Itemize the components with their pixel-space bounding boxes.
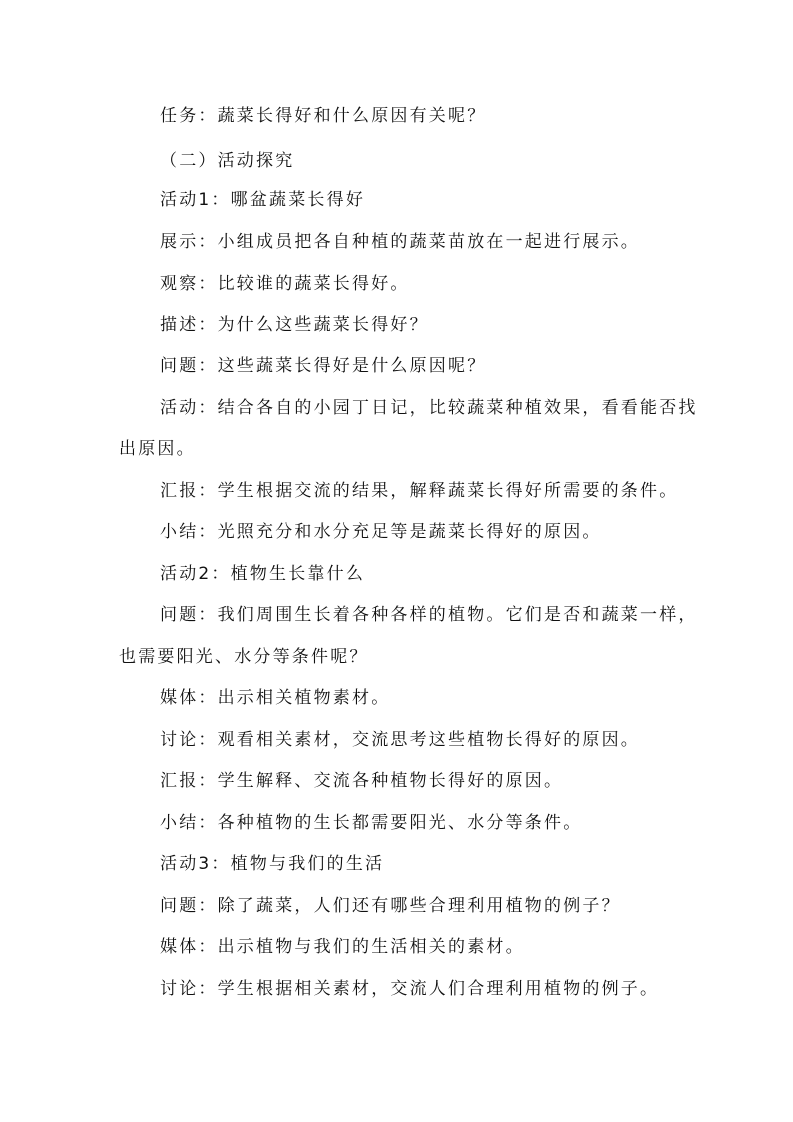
section-heading: （二）活动探究 [160,151,295,171]
summary-line-2: 小结：各种植物的生长都需要阳光、水分等条件。 [160,813,583,833]
activity-line: 活动：结合各自的小园丁日记，比较蔬菜种植效果，看看能否找 [160,398,698,418]
task-line: 任务：蔬菜长得好和什么原因有关呢？ [160,106,487,126]
describe-line: 描述：为什么这些蔬菜长得好？ [160,315,429,335]
question-line: 问题：这些蔬菜长得好是什么原因呢？ [160,356,487,376]
discussion-line-2: 讨论：学生根据相关素材，交流人们合理利用植物的例子。 [160,979,660,999]
report-line-2: 汇报：学生解释、交流各种植物长得好的原因。 [160,771,564,791]
media-line: 媒体：出示相关植物素材。 [160,688,391,708]
question-line-3: 问题：除了蔬菜，人们还有哪些合理利用植物的例子？ [160,896,621,916]
activity-2-heading: 活动2：植物生长靠什么 [160,564,366,584]
question-line-2-continued: 也需要阳光、水分等条件呢？ [119,647,369,667]
activity-line-continued: 出原因。 [119,439,196,459]
activity-3-heading: 活动3：植物与我们的生活 [160,854,385,874]
activity-1-heading: 活动1：哪盆蔬菜长得好 [160,190,366,210]
summary-line: 小结：光照充分和水分充足等是蔬菜长得好的原因。 [160,522,602,542]
media-line-2: 媒体：出示植物与我们的生活相关的素材。 [160,937,525,957]
observe-line: 观察：比较谁的蔬菜长得好。 [160,274,410,294]
report-line: 汇报：学生根据交流的结果，解释蔬菜长得好所需要的条件。 [160,481,679,501]
discussion-line: 讨论：观看相关素材，交流思考这些植物长得好的原因。 [160,730,640,750]
display-line: 展示：小组成员把各自种植的蔬菜苗放在一起进行展示。 [160,232,640,252]
question-line-2: 问题：我们周围生长着各种各样的植物。它们是否和蔬菜一样， [160,605,698,625]
